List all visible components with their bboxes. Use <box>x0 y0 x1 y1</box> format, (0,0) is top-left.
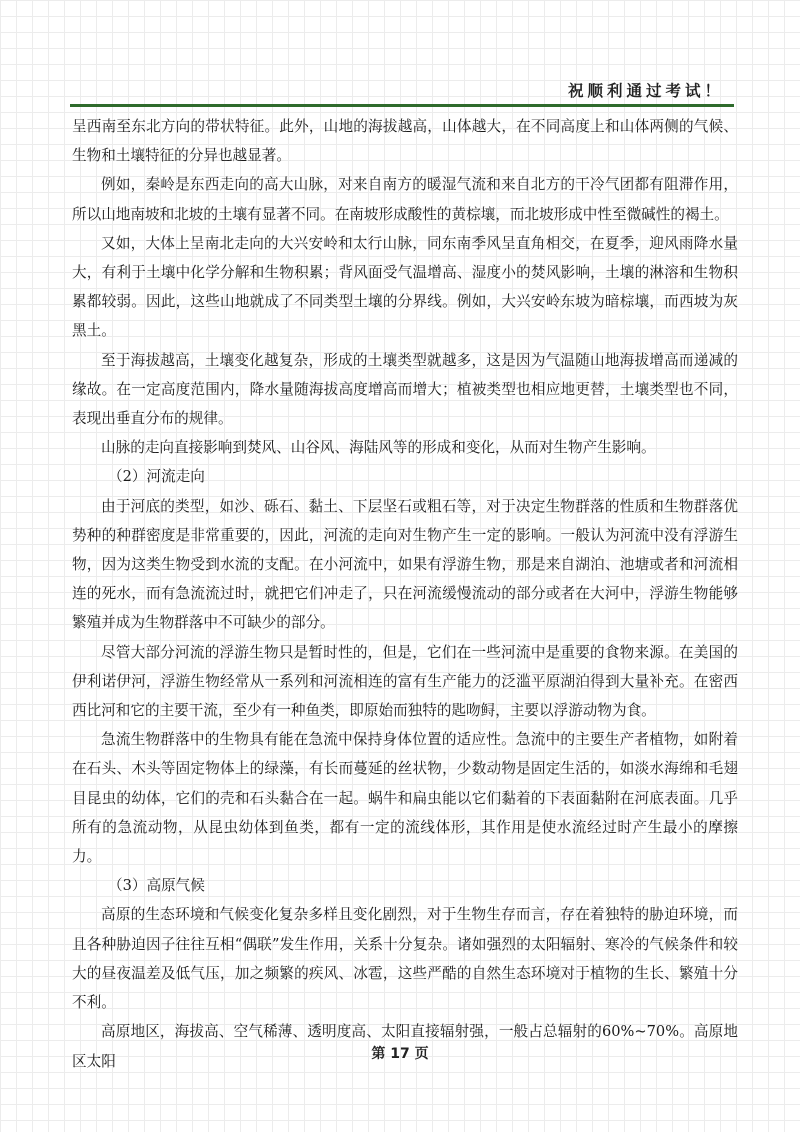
section-heading-plateau: （3）高原气候 <box>108 877 205 895</box>
paragraph-qinling: 例如，秦岭是东西走向的高大山脉，对来自南方的暖湿气流和来自北方的干冷气团都有阻滞作用，所以山地南坡和北坡的土壤有显著不同。在南坡形成酸性的黄棕壤，而北坡形成中性至微碱性的褐土。 <box>72 176 738 223</box>
paragraph-plankton: 尽管大部分河流的浮游生物只是暂时性的，但是，它们在一些河流中是重要的食物来源。在美国的伊利诺伊河，浮游生物经常从一系列和河流相连的富有生产能力的泛滥平原湖泊得到大量补充。在密西西比河和它的主要干流，至少有一种鱼类，即原始而独特的匙吻鲟，主要以浮游动物为食。 <box>72 643 738 720</box>
section-heading-river: （2）河流走向 <box>108 468 205 486</box>
paragraph-daxinganling: 又如，大体上呈南北走向的大兴安岭和太行山脉，同东南季风呈直角相交，在夏季，迎风雨降水量大，有利于土壤中化学分解和生物积累；背风面受气温增高、湿度小的焚风影响，土壤的淋溶和生物积累都较弱。因此，这些山地就成了不同类型土壤的分界线。例如，大兴安岭东坡为暗棕壤，而西坡为灰黑土。 <box>72 234 738 340</box>
paragraph-rapids: 急流生物群落中的生物具有能在急流中保持身体位置的适应性。急流中的主要生产者植物，如附着在石头、木头等固定物体上的绿藻，有长而蔓延的丝状物，少数动物是固定生活的，如淡水海绵和毛翅目昆虫的幼体，它们的壳和石头黏合在一起。蜗牛和扁虫能以它们黏着的下表面黏附在河底表面。几乎所有的急流动物，从昆虫幼体到鱼类，都有一定的流线体形，其作用是使水流经过时产生最小的摩擦力。 <box>72 731 738 866</box>
paragraph-mountain-winds: 山脉的走向直接影响到焚风、山谷风、海陆风等的形成和变化，从而对生物产生影响。 <box>101 439 656 457</box>
page-number: 第 17 页 <box>371 1046 429 1062</box>
document-body <box>72 112 738 1076</box>
paragraph-plateau-environment: 高原的生态环境和气候变化复杂多样且变化剧烈，对于生物生存而言，存在着独特的胁迫环境，而且各种胁迫因子往往互相“偶联”发生作用，关系十分复杂。诸如强烈的太阳辐射、寒冷的气候条件和较大的昼夜温差及低气压，加之频繁的疾风、冰雹，这些严酷的自然生态环境对于植物的生长、繁殖十分不利。 <box>72 906 738 1012</box>
header-divider <box>70 104 734 107</box>
header-slogan: 祝顺利通过考试！ <box>567 82 724 100</box>
paragraph-continuation: 呈西南至东北方向的带状特征。此外，山地的海拔越高，山体越大，在不同高度上和山体两侧的气候、生物和土壤特征的分异也越显著。 <box>72 118 738 165</box>
paragraph-altitude: 至于海拔越高，土壤变化越复杂，形成的土壤类型就越多，这是因为气温随山地海拔增高而递减的缘故。在一定高度范围内，降水量随海拔高度增高而增大；植被类型也相应地更替，土壤类型也不同，表现出垂直分布的规律。 <box>72 351 738 428</box>
paragraph-plateau-radiation: 高原地区，海拔高、空气稀薄、透明度高、太阳直接辐射强，一般占总辐射的60%~70%。高原地区太阳 <box>72 1023 738 1070</box>
paragraph-riverbed: 由于河底的类型，如沙、砾石、黏土、下层坚石或粗石等，对于决定生物群落的性质和生物群落优势种的种群密度是非常重要的，因此，河流的走向对生物产生一定的影响。一般认为河流中没有浮游生物，因为这类生物受到水流的支配。在小河流中，如果有浮游生物，那是来自湖泊、池塘或者和河流相连的死水，而有急流流过时，就把它们冲走了，只在河流缓慢流动的部分或者在大河中，浮游生物能够繁殖并成为生物群落中不可缺少的部分。 <box>72 497 738 632</box>
